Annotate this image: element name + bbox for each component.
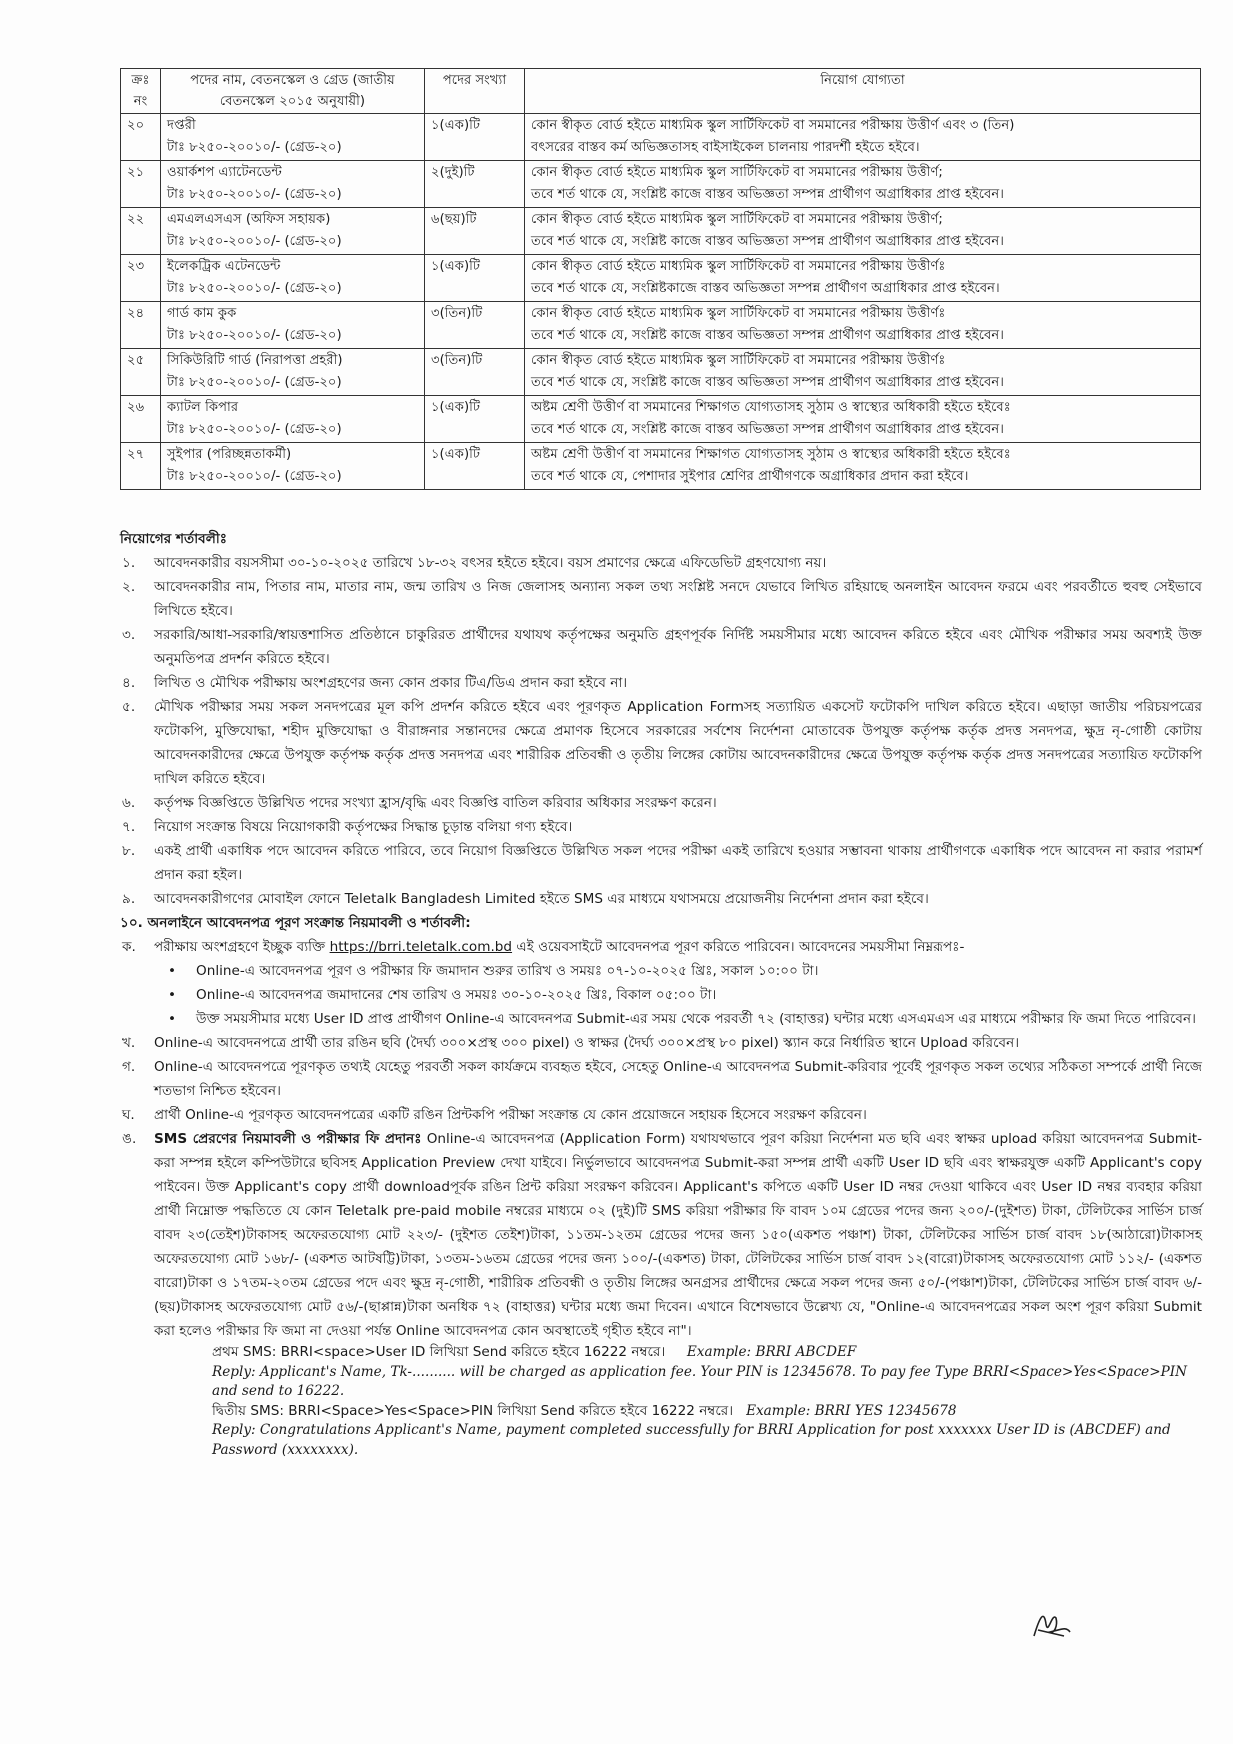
item-number: খ. (122, 1035, 136, 1051)
item-text: Online-এ আবেদনপত্রে পূরণকৃত তথ্যই যেহেতু পরবর্তী সকল কার্যক্রমে ব্যবহৃত হইবে, সেহেতু Online-এ আবেদনপত্র Submit-করিবার পূর্বেই পূরণকৃত সকল তথ্যের সঠিকতা সম্পর্কে প্রার্থী নিজে শতভাগ নিশ্চিত হইবেন। (154, 1059, 1202, 1099)
bullet-icon: • (168, 1011, 177, 1027)
condition-item (120, 623, 1202, 671)
table-row (121, 302, 1201, 349)
row-count: ১(এক)টি (425, 114, 525, 161)
condition-item (120, 575, 1202, 623)
online-item-ka: ক. পরীক্ষায় অংশগ্রহণে ইচ্ছুক ব্যক্তি https://brri.teletalk.com.bd এই ওয়েবসাইটে আবেদনপত্র পূরণ করিতে পারিবেন। আবেদনের সময়সীমা নিম্নরূপঃ- (120, 935, 1202, 959)
table-row (121, 349, 1201, 396)
item-text: আবেদনকারীগণের মোবাইল ফোনে Teletalk Bangladesh Limited হইতে SMS এর মাধ্যমে যথাসময়ে প্রয়োজনীয় নির্দেশনা প্রদান করা হইবে। (154, 891, 929, 907)
conditions-section (120, 527, 1202, 1460)
row-post: এমএলএসএস (অফিস সহায়ক) টাঃ ৮২৫০-২০০১০/- (গ্রেড-২০) (161, 208, 425, 255)
first-sms: প্রথম SMS: BRRI<space>User ID লিখিয়া Send করিতে হইবে 16222 নম্বরে। Example: BRRI ABCDEF (212, 1344, 857, 1360)
signature-mark (1030, 1606, 1074, 1642)
condition-item (120, 551, 1202, 575)
bullet-text: Online-এ আবেদনপত্র জমাদানের শেষ তারিখ ও সময়ঃ ৩০-১০-২০২৫ খ্রিঃ, বিকাল ০৫:০০ টা। (196, 987, 717, 1003)
row-count: ১(এক)টি (425, 255, 525, 302)
item-text: আবেদনকারীর বয়সসীমা ৩০-১০-২০২৫ তারিখে ১৮-৩২ বৎসর হইতে হইবে। বয়স প্রমাণের ক্ষেত্রে এফিডেভিট গ্রহণযোগ্য নয়। (154, 555, 827, 571)
item-number: ৬. (122, 795, 136, 811)
row-post: সুইপার (পরিচ্ছন্নতাকর্মী) টাঃ ৮২৫০-২০০১০/- (গ্রেড-২০) (161, 443, 425, 490)
item-number: ৪. (122, 675, 136, 691)
item-text: কর্তৃপক্ষ বিজ্ঞপ্তিতে উল্লিখিত পদের সংখ্যা হ্রাস/বৃদ্ধি এবং বিজ্ঞপ্তি বাতিল করিবার অধিকার সংরক্ষণ করেন। (154, 795, 717, 811)
row-qualification: কোন স্বীকৃত বোর্ড হইতে মাধ্যমিক স্কুল সার্টিফিকেট বা সমমানের পরীক্ষায় উত্তীর্ণঃ তবে শর্ত থাকে যে, সংশ্লিষ্ট কাজে বাস্তব অভিজ্ঞতা সম্পন্ন প্রার্থীগণ অগ্রাধিকার প্রাপ্ত হইবেন। (525, 349, 1201, 396)
condition-item (120, 695, 1202, 791)
item-number: ৩. (122, 627, 136, 643)
item-number: ঙ. (122, 1131, 137, 1147)
table-row (121, 443, 1201, 490)
col-header-qualification: নিয়োগ যোগ্যতা (525, 69, 1201, 114)
row-qualification: অষ্টম শ্রেণী উত্তীর্ণ বা সমমানের শিক্ষাগত যোগ্যতাসহ সুঠাম ও স্বাস্থ্যের অধিকারী হইতে হইবেঃ তবে শর্ত থাকে যে, সংশ্লিষ্ট কাজে বাস্তব অভিজ্ঞতা সম্পন্ন প্রার্থীগণ অগ্রাধিকার প্রাপ্ত হইবেন। (525, 396, 1201, 443)
item-text: আবেদনকারীর নাম, পিতার নাম, মাতার নাম, জন্ম তারিখ ও নিজ জেলাসহ অন্যান্য সকল তথ্য সংশ্লিষ্ট সনদে যেভাবে লিখিত রহিয়াছে অনলাইন আবেদন ফরমে এবং পরবর্তীতে হুবহু সেইভাবে লিখিতে হইবে। (154, 579, 1202, 619)
row-post: ইলেকট্রিক এটেনডেন্ট টাঃ ৮২৫০-২০০১০/- (গ্রেড-২০) (161, 255, 425, 302)
item-text: একই প্রার্থী একাধিক পদে আবেদন করিতে পারিবে, তবে নিয়োগ বিজ্ঞপ্তিতে উল্লিখিত সকল পদের পরীক্ষা একই তারিখে হওয়ার সম্ভাবনা থাকায় প্রার্থীগণকে একাধিক পদে আবেদন না করার পরামর্শ প্রদান করা হইল। (154, 843, 1202, 883)
item-text: নিয়োগ সংক্রান্ত বিষয়ে নিয়োগকারী কর্তৃপক্ষের সিদ্ধান্ত চূড়ান্ত বলিয়া গণ্য হইবে। (154, 819, 573, 835)
item-number: ৮. (122, 843, 136, 859)
item-text: মৌখিক পরীক্ষার সময় সকল সনদপত্রের মূল কপি প্রদর্শন করিতে হইবে এবং পূরণকৃত Application Formসহ সত্যায়িত একসেট ফটোকপি দাখিল করিতে হইবে। এছাড়া জাতীয় পরিচয়পত্রের ফটোকপি, মুক্তিযোদ্ধা, শহীদ মুক্তিযোদ্ধা ও বীরাঙ্গনার সন্তানদের ক্ষেত্রে প্রমাণক হিসেবে সরকারের সর্বশেষ নির্দেশনা মোতাবেক উপযুক্ত কর্তৃপক্ষ কর্তৃক প্রদত্ত সনদপত্র, ক্ষুদ্র নৃ-গোষ্ঠী কোটায় আবেদনকারীদের ক্ষেত্রে উপযুক্ত কর্তৃপক্ষ কর্তৃক প্রদত্ত সনদপত্র এবং শারীরিক প্রতিবন্ধী ও তৃতীয় লিঙ্গের কোটায় আবেদনকারীদের ক্ষেত্রে উপযুক্ত কর্তৃপক্ষ কর্তৃক প্রদত্ত সনদপত্রের সত্যায়িত ফটোকপি দাখিল করিতে হইবে। (154, 699, 1202, 787)
table-header-row (121, 69, 1201, 114)
row-post: ক্যাটল কিপার টাঃ ৮২৫০-২০০১০/- (গ্রেড-২০) (161, 396, 425, 443)
online-heading: ১০. অনলাইনে আবেদনপত্র পূরণ সংক্রান্ত নিয়মাবলী ও শর্তাবলী: (120, 915, 471, 931)
online-item-umo (120, 1127, 1202, 1343)
item-number: ৫. (122, 699, 136, 715)
row-qualification: কোন স্বীকৃত বোর্ড হইতে মাধ্যমিক স্কুল সার্টিফিকেট বা সমমানের পরীক্ষায় উত্তীর্ণ এবং ৩ (তিন) বৎসরের বাস্তব কর্ম অভিজ্ঞতাসহ বাইসাইকেল চালনায় পারদর্শী হইতে হইবে। (525, 114, 1201, 161)
row-count: ৬(ছয়)টি (425, 208, 525, 255)
row-serial: ২৫ (121, 349, 161, 396)
conditions-heading: নিয়োগের শর্তাবলীঃ (120, 531, 228, 547)
first-sms-reply: Reply: Applicant's Name, Tk-.......... will be charged as application fee. Your PIN is 12345678. To pay fee Type BRRI<Space>Yes<Space>PIN and send to 16222. (212, 1363, 1188, 1399)
row-serial: ২৬ (121, 396, 161, 443)
row-qualification: কোন স্বীকৃত বোর্ড হইতে মাধ্যমিক স্কুল সার্টিফিকেট বা সমমানের পরীক্ষায় উত্তীর্ণ; তবে শর্ত থাকে যে, সংশ্লিষ্ট কাজে বাস্তব অভিজ্ঞতা সম্পন্ন প্রার্থীগণ অগ্রাধিকার প্রাপ্ত হইবেন। (525, 208, 1201, 255)
online-item-kha (120, 1031, 1202, 1055)
bullet-icon: • (168, 987, 177, 1003)
item-number: ক. (122, 939, 136, 955)
item-number: গ. (122, 1059, 136, 1075)
second-sms: দ্বিতীয় SMS: BRRI<Space>Yes<Space>PIN লিখিয়া Send করিতে হইবে 16222 নম্বরে। Example: BRRI YES 12345678 (212, 1402, 957, 1419)
row-count: ২(দুই)টি (425, 161, 525, 208)
teletalk-link[interactable]: https://brri.teletalk.com.bd (329, 939, 513, 955)
item-number: ৭. (122, 819, 136, 835)
col-header-post-count: পদের সংখ্যা (425, 69, 525, 114)
row-serial: ২০ (121, 114, 161, 161)
table-row (121, 255, 1201, 302)
row-post: সিকিউরিটি গার্ড (নিরাপত্তা প্রহরী) টাঃ ৮২৫০-২০০১০/- (গ্রেড-২০) (161, 349, 425, 396)
row-serial: ২২ (121, 208, 161, 255)
item-text: Online-এ আবেদনপত্রে প্রার্থী তার রঙিন ছবি (দৈর্ঘ্য ৩০০×প্রস্থ ৩০০ pixel) ও স্বাক্ষর (দৈর্ঘ্য ৩০০×প্রস্থ ৮০ pixel) স্ক্যান করে নির্ধারিত স্থানে Upload করিবেন। (154, 1035, 1020, 1051)
row-count: ১(এক)টি (425, 396, 525, 443)
row-serial: ২৩ (121, 255, 161, 302)
item-text: সরকারি/আধা-সরকারি/স্বায়ত্তশাসিত প্রতিষ্ঠানে চাকুরিরত প্রার্থীদের যথাযথ কর্তৃপক্ষের অনুমতি গ্রহণপূর্বক নির্দিষ্ট সময়সীমার মধ্যে আবেদন করিতে হইবে এবং মৌখিক পরীক্ষার সময় অবশ্যই উক্ত অনুমতিপত্র প্রদর্শন করিতে হইবে। (154, 627, 1202, 667)
row-serial: ২৪ (121, 302, 161, 349)
row-count: ৩(তিন)টি (425, 349, 525, 396)
first-sms-example: Example: BRRI ABCDEF (686, 1344, 857, 1360)
deadline-bullet (120, 1007, 1202, 1031)
row-qualification: কোন স্বীকৃত বোর্ড হইতে মাধ্যমিক স্কুল সার্টিফিকেট বা সমমানের পরীক্ষায় উত্তীর্ণঃ তবে শর্ত থাকে যে, সংশ্লিষ্টকাজে বাস্তব অভিজ্ঞতা সম্পন্ন প্রার্থীগণ অগ্রাধিকার প্রাপ্ত হইবেন। (525, 255, 1201, 302)
row-post: ওয়ার্কশপ এ্যাটেনডেন্ট টাঃ ৮২৫০-২০০১০/- (গ্রেড-২০) (161, 161, 425, 208)
item-text: প্রার্থী Online-এ পূরণকৃত আবেদনপত্রের একটি রঙিন প্রিন্টকপি পরীক্ষা সংক্রান্ত যে কোন প্রয়োজনে সহায়ক হিসেবে সংরক্ষণ করিবেন। (154, 1107, 867, 1123)
sms-rules-heading: SMS প্রেরণের নিয়মাবলী ও পরীক্ষার ফি প্রদানঃ (154, 1131, 422, 1147)
table-row (121, 396, 1201, 443)
posts-table (120, 68, 1201, 490)
second-sms-reply: Reply: Congratulations Applicant's Name, payment completed successfully for BRRI Application for post xxxxxxx User ID is (ABCDEF) and Password (xxxxxxxx). (212, 1422, 1171, 1458)
row-count: ৩(তিন)টি (425, 302, 525, 349)
row-serial: ২১ (121, 161, 161, 208)
item-text: লিখিত ও মৌখিক পরীক্ষায় অংশগ্রহণের জন্য কোন প্রকার টিএ/ডিএ প্রদান করা হইবে না। (154, 675, 628, 691)
row-count: ১(এক)টি (425, 443, 525, 490)
sms-instructions (120, 1343, 1202, 1460)
deadline-bullet (120, 983, 1202, 1007)
item-number: ২. (122, 579, 136, 595)
table-row (121, 208, 1201, 255)
item-number: ঘ. (122, 1107, 135, 1123)
row-qualification: কোন স্বীকৃত বোর্ড হইতে মাধ্যমিক স্কুল সার্টিফিকেট বা সমমানের পরীক্ষায় উত্তীর্ণঃ তবে শর্ত থাকে যে, সংশ্লিষ্ট কাজে বাস্তব অভিজ্ঞতা সম্পন্ন প্রার্থীগণ অগ্রাধিকার প্রাপ্ত হইবেন। (525, 302, 1201, 349)
condition-item (120, 839, 1202, 887)
row-qualification: কোন স্বীকৃত বোর্ড হইতে মাধ্যমিক স্কুল সার্টিফিকেট বা সমমানের পরীক্ষায় উত্তীর্ণ; তবে শর্ত থাকে যে, সংশ্লিষ্ট কাজে বাস্তব অভিজ্ঞতা সম্পন্ন প্রার্থীগণ অগ্রাধিকার প্রাপ্ত হইবেন। (525, 161, 1201, 208)
table-row (121, 161, 1201, 208)
bullet-text: উক্ত সময়সীমার মধ্যে User ID প্রাপ্ত প্রার্থীগণ Online-এ আবেদনপত্র Submit-এর সময় থেকে পরবর্তী ৭২ (বাহাত্তর) ঘন্টার মধ্যে এসএমএস এর মাধ্যমে পরীক্ষার ফি জমা দিতে পারিবেন। (196, 1011, 1196, 1027)
online-item-gha (120, 1103, 1202, 1127)
condition-item (120, 791, 1202, 815)
row-serial: ২৭ (121, 443, 161, 490)
table-row (121, 114, 1201, 161)
bullet-icon: • (168, 963, 177, 979)
second-sms-example: Example: BRRI YES 12345678 (746, 1402, 957, 1419)
online-item-ga (120, 1055, 1202, 1103)
item-number: ১. (122, 555, 136, 571)
col-header-serial: ক্রঃ নং (121, 69, 161, 114)
row-post: দপ্তরী টাঃ ৮২৫০-২০০১০/- (গ্রেড-২০) (161, 114, 425, 161)
item-number: ৯. (122, 891, 136, 907)
item-text: Online-এ আবেদনপত্র (Application Form) যথাযথভাবে পূরণ করিয়া নির্দেশনা মত ছবি এবং স্বাক্ষর upload করিয়া আবেদনপত্র Submit-করা সম্পন্ন হইলে কম্পিউটারে ছবিসহ Application Preview দেখা যাইবে। নির্ভুলভাবে আবেদনপত্র Submit-করা সম্পন্ন প্রার্থী একটি User ID ছবি এবং স্বাক্ষরযুক্ত একটি Applicant's copy পাইবেন। উক্ত Applicant's copy প্রার্থী downloadপূর্বক রঙিন প্রিন্ট করিয়া সংরক্ষণ করিবেন। Applicant's কপিতে একটি User ID নম্বর দেওয়া থাকিবে এবং User ID নম্বর ব্যবহার করিয়া প্রার্থী নিম্নোক্ত পদ্ধতিতে যে কোন Teletalk pre-paid mobile নম্বরের মাধ্যমে ০২ (দুই)টি SMS করিয়া পরীক্ষার ফি বাবদ ১০ম গ্রেডের পদের জন্য ২০০/-(দুইশত) টাকা, টেলিটকের সার্ভিস চার্জ বাবদ ২৩(তেইশ)টাকাসহ অফেরতযোগ্য মোট ২২৩/- (দুইশত তেইশ)টাকা, ১১তম-১২তম গ্রেডের পদের জন্য ১৫০(একশত পঞ্চাশ) টাকা, টেলিটকের সার্ভিস চার্জ বাবদ ১৮(আঠারো)টাকাসহ অফেরতযোগ্য মোট ১৬৮/- (একশত আটষট্টি)টাকা, ১৩তম-১৬তম গ্রেডের পদের জন্য ১০০/-(একশত) টাকা, টেলিটকের সার্ভিস চার্জ বাবদ ১২(বারো)টাকাসহ অফেরতযোগ্য মোট ১১২/- (একশত বারো)টাকা ও ১৭তম-২০তম গ্রেডের পদে এবং ক্ষুদ্র নৃ-গোষ্ঠী, শারীরিক প্রতিবন্ধী ও তৃতীয় লিঙ্গের অনগ্রসর প্রার্থীদের ক্ষেত্রে সকল পদের জন্য ৫০/-(পঞ্চাশ)টাকা, টেলিটকের সার্ভিস চার্জ বাবদ ৬/-(ছয়)টাকাসহ অফেরতযোগ্য মোট ৫৬/-(ছাপ্পান্ন)টাকা অনধিক ৭২ (বাহাত্তর) ঘন্টার মধ্যে জমা দিবেন। এখানে বিশেষভাবে উল্লেখ্য যে, "Online-এ আবেদনপত্রের সকল অংশ পূরণ করিয়া Submit করা হলেও পরীক্ষার ফি জমা না দেওয়া পর্যন্ত Online আবেদনপত্র কোন অবস্থাতেই গৃহীত হইবে না"। (154, 1131, 1202, 1339)
row-qualification: অষ্টম শ্রেণী উত্তীর্ণ বা সমমানের শিক্ষাগত যোগ্যতাসহ সুঠাম ও স্বাস্থ্যের অধিকারী হইতে হইবেঃ তবে শর্ত থাকে যে, পেশাদার সুইপার শ্রেণির প্রার্থীগণকে অগ্রাধিকার প্রদান করা হইবে। (525, 443, 1201, 490)
row-post: গার্ড কাম কুক টাঃ ৮২৫০-২০০১০/- (গ্রেড-২০) (161, 302, 425, 349)
condition-item (120, 887, 1202, 911)
bullet-text: Online-এ আবেদনপত্র পূরণ ও পরীক্ষার ফি জমাদান শুরুর তারিখ ও সময়ঃ ০৭-১০-২০২৫ খ্রিঃ, সকাল ১০:০০ টা। (196, 963, 819, 979)
condition-item (120, 815, 1202, 839)
col-header-post-name: পদের নাম, বেতনস্কেল ও গ্রেড (জাতীয় বেতনস্কেল ২০১৫ অনুযায়ী) (161, 69, 425, 114)
condition-item (120, 671, 1202, 695)
deadline-bullet (120, 959, 1202, 983)
